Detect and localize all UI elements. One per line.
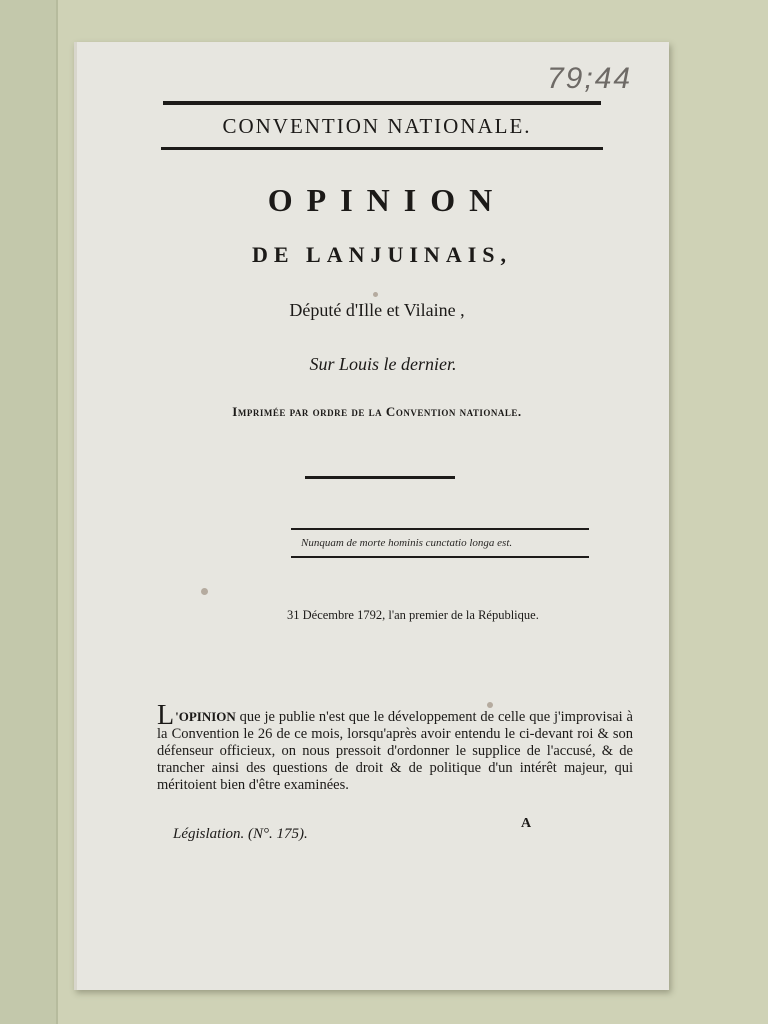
body-text: que je publie n'est que le développement de celle que j'improvisai à la Convention le 26 de ce mois, lorsqu'après avoir entendu le ci-devant roi & son défenseur officieux, on nous pressoit d'ordonner le supplice de l'accusé, & de trancher ainsi des questions de droit & de politique d'un intérêt majeur, qui méritoient bien d'être examinées.	[157, 709, 633, 793]
paper-stain	[487, 702, 493, 708]
paper-stain	[373, 292, 378, 297]
document-title: OPINION	[267, 182, 507, 218]
author-line: DE LANJUINAIS,	[251, 242, 513, 267]
date-line: 31 Décembre 1792, l'an premier de la République.	[287, 608, 539, 622]
body-paragraph	[157, 700, 633, 794]
shelfmark: 79;44	[547, 62, 633, 95]
signature-mark: A	[521, 816, 532, 831]
subject-line: Sur Louis le dernier.	[309, 354, 457, 374]
drop-capital: L	[157, 700, 175, 731]
header-rule-top	[163, 101, 601, 105]
footer-reference: Législation. (N°. 175).	[173, 826, 308, 842]
lead-word: 'OPINION	[175, 709, 236, 724]
imprint-line: Imprimée par ordre de la Convention nationale.	[232, 404, 522, 419]
epigraph-rule-bottom	[291, 556, 589, 558]
paper-stain	[201, 588, 208, 595]
header-rule-bottom	[161, 147, 603, 150]
separator-rule	[305, 476, 455, 479]
left-board	[0, 0, 58, 1024]
document-page	[74, 42, 669, 990]
author-role: Député d'Ille et Vilaine ,	[289, 300, 465, 320]
epigraph-rule-top	[291, 528, 589, 530]
epigraph: Nunquam de morte hominis cunctatio longa est.	[301, 537, 513, 549]
header-title: CONVENTION NATIONALE.	[222, 114, 532, 138]
